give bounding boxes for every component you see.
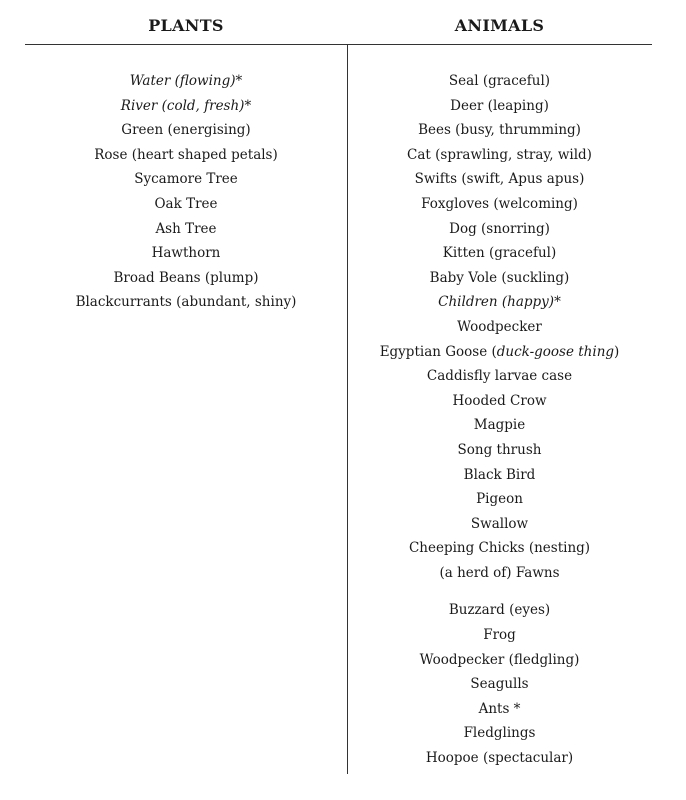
animal-item: Seagulls: [470, 676, 529, 693]
animal-item: Cat (sprawling, stray, wild): [407, 146, 592, 163]
plant-item: Water (flowing)*: [129, 73, 243, 89]
animal-item: Magpie: [473, 417, 526, 434]
animal-item: Woodpecker (fledgling): [419, 651, 580, 668]
animal-item: Bees (busy, thrumming): [418, 122, 581, 139]
animal-item: Swifts (swift, Apus apus): [414, 171, 585, 188]
animal-item: Swallow: [470, 515, 529, 532]
animal-item: Cheeping Chicks (nesting): [408, 540, 591, 557]
animals-column-header: ANIMALS: [454, 16, 545, 35]
animal-item: (a herd of) Fawns: [439, 564, 560, 581]
plant-item: Hawthorn: [151, 245, 221, 262]
animal-item: Egyptian Goose (duck-goose thing): [379, 343, 620, 360]
animal-item: Song thrush: [457, 441, 542, 458]
animal-item: Pigeon: [476, 491, 523, 508]
animal-item: Woodpecker: [457, 318, 542, 335]
animal-item: Ants *: [478, 700, 521, 717]
animal-item: Fledglings: [463, 725, 536, 742]
plant-item: Ash Tree: [155, 220, 217, 237]
animal-item: Foxgloves (welcoming): [421, 195, 578, 212]
animal-item: Hoopoe (spectacular): [425, 750, 574, 767]
animal-item: Deer (leaping): [450, 97, 549, 114]
animal-item: Baby Vole (suckling): [429, 269, 570, 286]
animal-item: Buzzard (eyes): [448, 602, 551, 619]
animal-item: Frog: [483, 627, 516, 644]
animal-item: Black Bird: [463, 466, 536, 483]
animal-item: Hooded Crow: [452, 392, 547, 409]
animals-list: [348, 69, 651, 771]
plant-item: River (cold, fresh)*: [120, 97, 252, 114]
plant-item: Blackcurrants (abundant, shiny): [75, 294, 297, 311]
plant-item: Sycamore Tree: [134, 171, 238, 188]
plant-item: Rose (heart shaped petals): [94, 146, 278, 163]
plant-item: Green (energising): [121, 122, 251, 139]
animal-item: Children (happy)*: [438, 294, 561, 311]
animal-item: Caddisfly larvae case: [426, 368, 573, 385]
plant-item: Oak Tree: [154, 195, 218, 212]
plants-column-header: PLANTS: [148, 16, 224, 35]
header-rule: [25, 44, 652, 45]
animal-item: Dog (snorring): [449, 220, 550, 237]
plants-list: [25, 69, 347, 315]
animal-item: Seal (graceful): [448, 73, 551, 89]
plant-item: Broad Beans (plump): [113, 269, 259, 286]
animal-item: Kitten (graceful): [442, 245, 557, 262]
